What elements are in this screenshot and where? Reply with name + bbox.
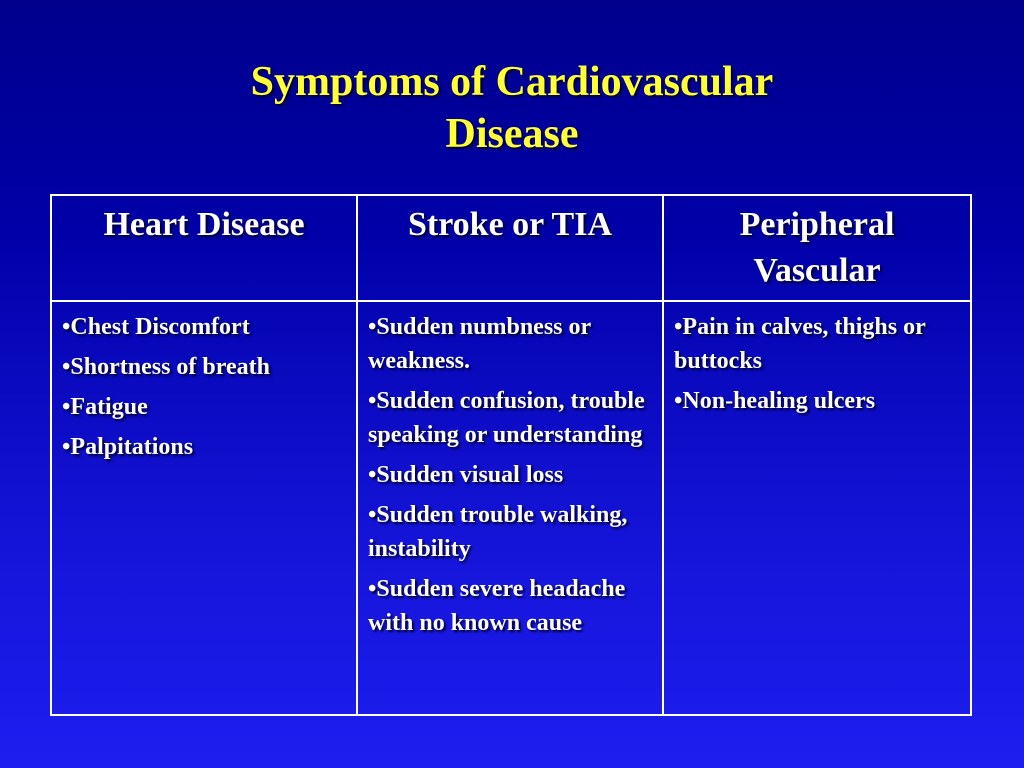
header-line: Heart Disease xyxy=(103,206,305,243)
slide-title-line-2: Disease xyxy=(445,111,579,157)
bullet-icon: • xyxy=(62,314,71,340)
header-line: Stroke or TIA xyxy=(407,206,613,243)
bullet-icon: • xyxy=(368,576,377,602)
list-item-text: Sudden trouble walking, instability xyxy=(368,502,628,562)
symptoms-table xyxy=(50,194,972,716)
list-item-text: Sudden severe headache with no known cause xyxy=(368,576,626,636)
list-item xyxy=(62,310,346,344)
peripheral-vascular-list xyxy=(674,310,960,418)
list-item-text: Pain in calves, thighs or buttocks xyxy=(674,314,926,374)
heart-disease-list xyxy=(62,310,346,464)
list-item-text: Sudden confusion, trouble speaking or understanding xyxy=(368,388,645,448)
bullet-icon: • xyxy=(368,502,377,528)
stroke-or-tia-cell xyxy=(357,301,663,715)
list-item xyxy=(674,384,960,418)
list-item-text: Palpitations xyxy=(70,434,194,460)
peripheral-vascular-cell xyxy=(663,301,971,715)
list-item xyxy=(62,390,346,424)
list-item-text: Non-healing ulcers xyxy=(682,388,876,414)
bullet-icon: • xyxy=(62,434,71,460)
stroke-or-tia-list xyxy=(368,310,652,640)
list-item-text: Chest Discomfort xyxy=(70,314,250,340)
heart-disease-cell xyxy=(51,301,357,715)
header-line: Vascular xyxy=(753,252,881,289)
list-item xyxy=(62,350,346,384)
list-item-text: Sudden visual loss xyxy=(376,462,564,488)
list-item xyxy=(368,498,652,566)
list-item xyxy=(674,310,960,378)
bullet-icon: • xyxy=(368,388,377,414)
bullet-icon: • xyxy=(62,354,71,380)
bullet-icon: • xyxy=(674,388,683,414)
bullet-icon: • xyxy=(674,314,683,340)
header-peripheral-vascular xyxy=(663,195,971,301)
list-item xyxy=(368,310,652,378)
list-item xyxy=(368,572,652,640)
bullet-icon: • xyxy=(62,394,71,420)
list-item-text: Sudden numbness or weakness. xyxy=(368,314,591,374)
header-stroke-or-tia xyxy=(357,195,663,301)
bullet-icon: • xyxy=(368,314,377,340)
header-heart-disease xyxy=(51,195,357,301)
list-item-text: Shortness of breath xyxy=(70,354,270,380)
list-item xyxy=(368,384,652,452)
header-line: Peripheral xyxy=(739,206,895,243)
list-item xyxy=(368,458,652,492)
table-row xyxy=(51,301,971,715)
slide-title-line-1: Symptoms of Cardiovascular xyxy=(250,59,774,105)
list-item xyxy=(62,430,346,464)
bullet-icon: • xyxy=(368,462,377,488)
slide-title xyxy=(0,56,1024,160)
table-header-row xyxy=(51,195,971,301)
list-item-text: Fatigue xyxy=(70,394,148,420)
